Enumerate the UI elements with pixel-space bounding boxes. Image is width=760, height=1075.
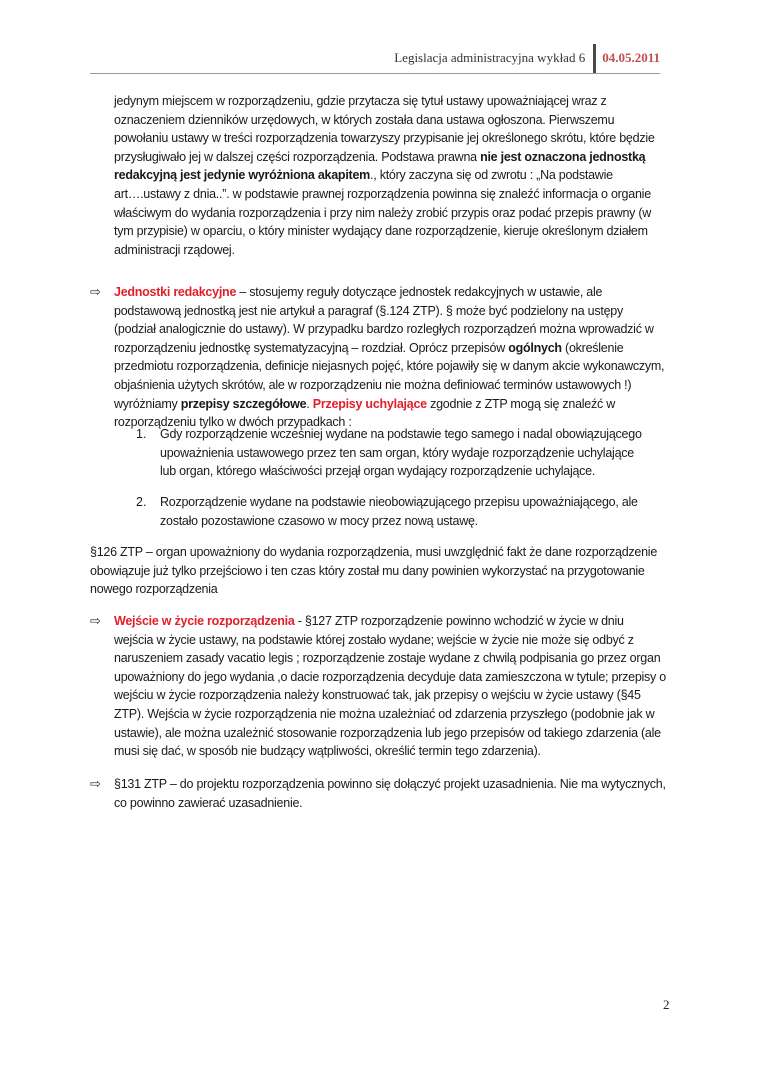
arrow-bullet-icon: ⇨ xyxy=(90,613,101,628)
wejscie-heading: Wejście w życie rozporządzenia xyxy=(114,614,295,628)
uchylajace-heading: Przepisy uchylające xyxy=(312,396,427,411)
p131-paragraph: §131 ZTP – do projektu rozporządzenia powinno się dołączyć projekt uzasadnienia. Nie ma wytycznych, co powinno zawierać uzasadnienie. xyxy=(114,777,666,810)
list-number: 1. xyxy=(136,427,147,441)
header-title: Legislacja administracyjna wykład 6 xyxy=(394,50,586,65)
intro-paragraph: jedynym miejscem w rozporządzeniu, gdzie przytacza się tytuł ustawy upoważniającej wraz z oznaczeniem dzienników urzędowych, w których została dana ustawa ogłoszona. Pierwszemu powołaniu ustawy w treści rozporządzenia towarzyszy przypisanie jej określonego skrótu, które będzie przysługiwało jej w dalszej części rozporządzenia. Podstawa prawna nie jest oznaczona jednostką redakcyjną jest jedynie wyróżniona akapitem., który zaczyna się od zwrotu : „Na podstawie art….ustawy z dnia..”. w podstawie prawnej rozporządzenia powinna się znaleźć informacja o organie właściwym do wydania rozporządzenia i przy nim należy zrobić przypis oraz podać przepis prawny (w tym przypisie) w oparciu, o który minister wydający dane rozporządzenie, kieruje określonym działem administracji rządowej. xyxy=(114,94,655,257)
list-item: Gdy rozporządzenie wcześniej wydane na podstawie tego samego i nadal obowiązującego upoważnienia ustawowego przez ten sam organ, który wydaje rozporządzenie uchylające lub organ, którego właściwości przejął organ wydający rozporządzenie uchylające. xyxy=(160,427,642,479)
list-number: 2. xyxy=(136,495,147,509)
arrow-bullet-icon: ⇨ xyxy=(90,776,101,791)
arrow-bullet-icon: ⇨ xyxy=(90,284,101,299)
jednostki-heading: Jednostki redakcyjne xyxy=(114,285,237,299)
jednostki-paragraph: Jednostki redakcyjne – stosujemy reguły dotyczące jednostek redakcyjnych w ustawie, ale podstawową jednostką jest nie artykuł a paragraf (§.124 ZTP). § może być podzielony na ustępy (podział analogicznie do ustawy). W przypadku bardzo rozległych rozporządzeń można wprowadzić w rozporządzeniu jednostkę systematyzacyjną – rozdział. Oprócz przepisów ogólnych (określenie przedmiotu rozporządzenia, definicje niejasnych pojęć, które pojawiły się w danym akcie wykonawczym, objaśnienia użytych skrótów, ale w rozporządzeniu nie można definiować terminów ustawowych !) wyróżniamy przepisy szczegółowe. Przepisy uchylające zgodnie z ZTP mogą się znaleźć w rozporządzeniu tylko w dwóch przypadkach : xyxy=(114,285,665,430)
page-header xyxy=(394,44,660,74)
p126-paragraph: §126 ZTP – organ upoważniony do wydania rozporządzenia, musi uwzględnić fakt że dane rozporządzenie obowiązuje już tylko przejściowo i ten czas który został mu dany powinien wykorzystać na przygotowanie nowego rozporządzenia xyxy=(90,545,658,597)
list-item: Rozporządzenie wydane na podstawie nieobowiązującego przepisu upoważniającego, ale zostało pozostawione czasowo w mocy przez nową ustawę. xyxy=(160,495,638,528)
header-rule xyxy=(90,73,660,74)
header-date: 04.05.2011 xyxy=(602,50,660,65)
wejscie-paragraph: Wejście w życie rozporządzenia - §127 ZTP rozporządzenie powinno wchodzić w życie w dniu wejścia w życie ustawy, na podstawie której zostało wydane; wejście w życie nie może się odbyć z naruszeniem zasady vacatio legis ; rozporządzenie zostaje wydane z chwilą podpisania go przez organ upoważniony do jego wydania ,o dacie rozporządzenia decyduje data zamieszczona w tytule; przepisy o wejściu w życie rozporządzenia należy konstruować tak, jak przepisy o wejściu w życie ustawy (§45 ZTP). Wejścia w życie rozporządzenia nie można uzależniać od zdarzenia przyszłego (podobnie jak w ustawie), ale można uzależnić stosowanie rozporządzenia lub jego przepisów od takiego zdarzenia (ale musi się dać, w sposób nie budzący wątpliwości, określić termin tego zdarzenia). xyxy=(114,614,666,759)
page-number: 2 xyxy=(663,997,670,1012)
